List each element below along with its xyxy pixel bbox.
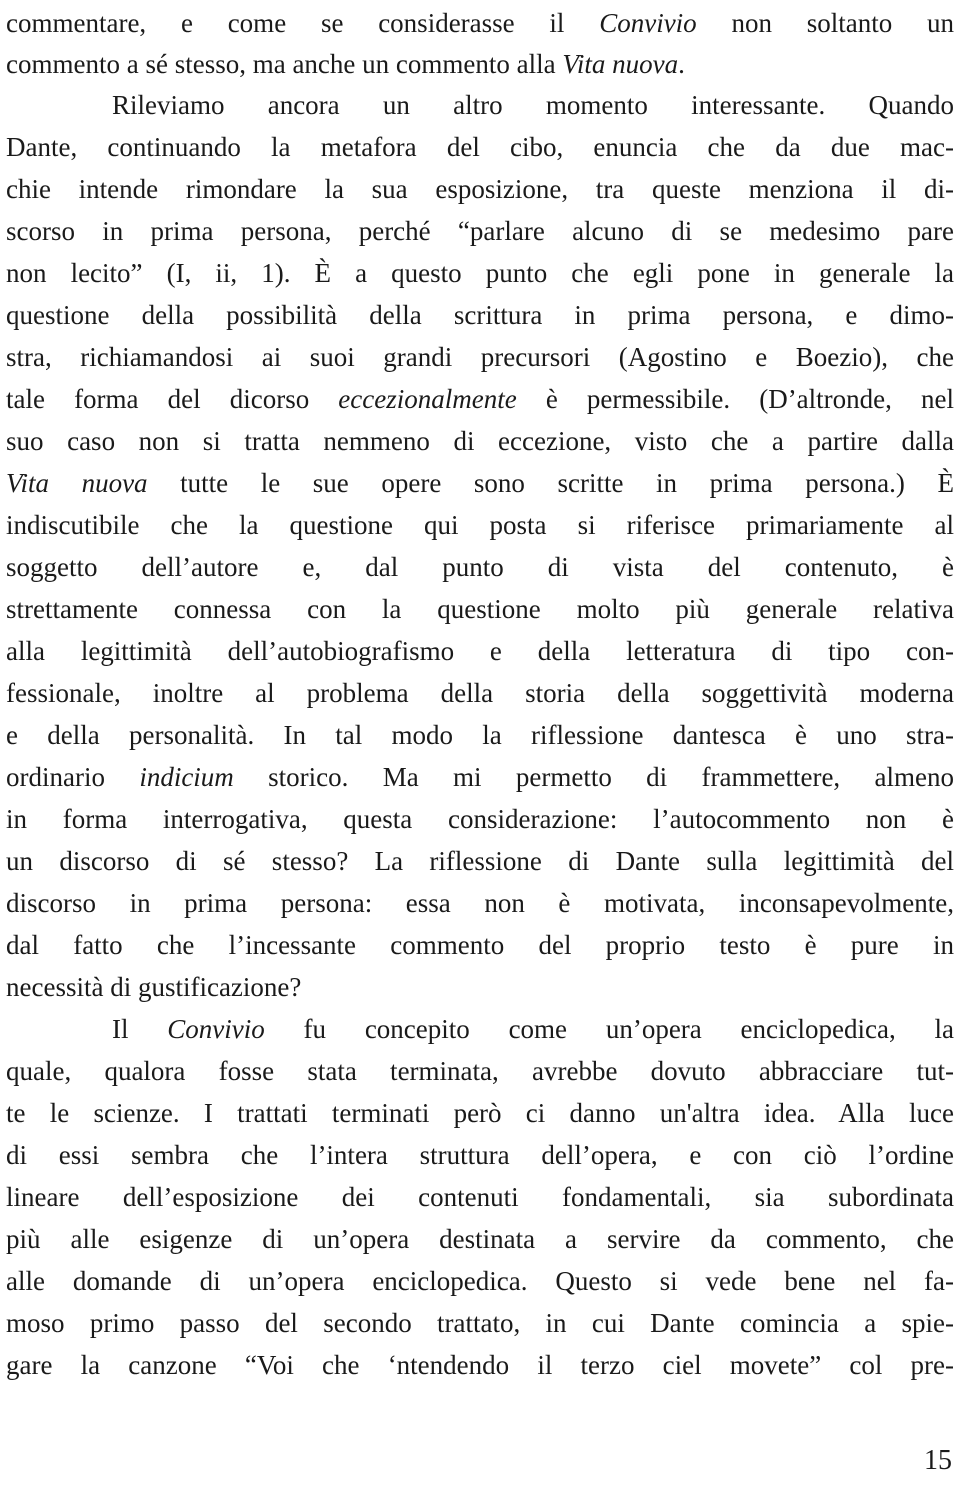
text-run: alla legittimità dell’autobiografismo e della letteratura di tipo con- bbox=[6, 636, 954, 666]
text-run: chie intende rimondare la sua esposizione, tra queste menziona il di- bbox=[6, 174, 954, 204]
text-line bbox=[6, 1302, 954, 1344]
text-line bbox=[6, 966, 954, 1008]
text-line bbox=[6, 252, 954, 294]
text-run: stra, richiamandosi ai suoi grandi precursori (Agostino e Boezio), che bbox=[6, 342, 954, 372]
text-run: Dante, continuando la metafora del cibo, enuncia che da due mac- bbox=[6, 132, 954, 162]
text-run: non soltanto un bbox=[696, 8, 954, 38]
text-line bbox=[6, 1092, 954, 1134]
text-run: tale forma del dicorso bbox=[6, 384, 339, 414]
text-run: non lecito” (I, ii, 1). È a questo punto che egli pone in generale la bbox=[6, 258, 954, 288]
text-run: è permessibile. (D’altronde, nel bbox=[516, 384, 954, 414]
text-line bbox=[6, 882, 954, 924]
text-line bbox=[6, 1218, 954, 1260]
text-line bbox=[6, 168, 954, 210]
text-line bbox=[6, 1176, 954, 1218]
page-number: 15 bbox=[924, 1445, 952, 1476]
text-line bbox=[6, 126, 954, 168]
text-run: questione della possibilità della scrittura in prima persona, e dimo- bbox=[6, 300, 954, 330]
text-line bbox=[6, 1008, 954, 1050]
text-run: strettamente connessa con la questione molto più generale relativa bbox=[6, 594, 954, 624]
text-line bbox=[6, 1050, 954, 1092]
text-line bbox=[6, 378, 954, 420]
text-line bbox=[6, 714, 954, 756]
text-run: commento a sé stesso, ma anche un commento alla bbox=[6, 49, 563, 79]
text-run: tutte le sue opere sono scritte in prima persona.) È bbox=[147, 468, 954, 498]
text-line bbox=[6, 1344, 954, 1386]
italic-text: Convivio bbox=[599, 8, 697, 38]
text-line bbox=[6, 1260, 954, 1302]
text-line bbox=[6, 294, 954, 336]
text-run: moso primo passo del secondo trattato, in cui Dante comincia a spie- bbox=[6, 1308, 954, 1338]
text-run: alle domande di un’opera enciclopedica. Questo si vede bene nel fa- bbox=[6, 1266, 954, 1296]
text-run: lineare dell’esposizione dei contenuti fondamentali, sia subordinata bbox=[6, 1182, 954, 1212]
text-run: quale, qualora fosse stata terminata, avrebbe dovuto abbracciare tut- bbox=[6, 1056, 954, 1086]
text-line bbox=[6, 630, 954, 672]
italic-text: Vita nuova bbox=[562, 49, 679, 79]
text-run: soggetto dell’autore e, dal punto di vista del contenuto, è bbox=[6, 552, 954, 582]
text-run: fu concepito come un’opera enciclopedica, la bbox=[264, 1014, 954, 1044]
italic-text: Vita nuova bbox=[6, 468, 148, 498]
text-run: necessità di gustificazione? bbox=[6, 972, 302, 1002]
text-line bbox=[6, 840, 954, 882]
text-run: commentare, e come se considerasse il bbox=[6, 8, 600, 38]
text-line bbox=[6, 924, 954, 966]
text-line bbox=[6, 504, 954, 546]
text-run: scorso in prima persona, perché “parlare alcuno di se medesimo pare bbox=[6, 216, 954, 246]
text-run: un discorso di sé stesso? La riflessione di Dante sulla legittimità del bbox=[6, 846, 954, 876]
text-line bbox=[6, 588, 954, 630]
text-run: gare la canzone “Voi che ‘ntendendo il terzo ciel movete” col pre- bbox=[6, 1350, 954, 1380]
text-line bbox=[6, 84, 954, 126]
text-run: più alle esigenze di un’opera destinata a servire da commento, che bbox=[6, 1224, 954, 1254]
text-run: discorso in prima persona: essa non è motivata, inconsapevolmente, bbox=[6, 888, 954, 918]
text-run: in forma interrogativa, questa considerazione: l’autocommento non è bbox=[6, 804, 954, 834]
text-line bbox=[6, 672, 954, 714]
text-run: Il bbox=[112, 1014, 168, 1044]
text-run: dal fatto che l’incessante commento del proprio testo è pure in bbox=[6, 930, 954, 960]
italic-text: indicium bbox=[139, 762, 234, 792]
text-line bbox=[6, 43, 954, 85]
text-run: suo caso non si tratta nemmeno di eccezione, visto che a partire dalla bbox=[6, 426, 954, 456]
text-line bbox=[6, 336, 954, 378]
text-line bbox=[6, 2, 954, 44]
text-line bbox=[6, 1134, 954, 1176]
text-line bbox=[6, 462, 954, 504]
italic-text: eccezionalmente bbox=[338, 384, 517, 414]
text-run: Rileviamo ancora un altro momento interessante. Quando bbox=[112, 90, 954, 120]
text-line bbox=[6, 756, 954, 798]
text-run: indiscutibile che la questione qui posta si riferisce primariamente al bbox=[6, 510, 954, 540]
text-run: . bbox=[678, 49, 685, 79]
text-run: di essi sembra che l’intera struttura dell’opera, e con ciò l’ordine bbox=[6, 1140, 954, 1170]
text-run: ordinario bbox=[6, 762, 140, 792]
text-line bbox=[6, 420, 954, 462]
text-run: fessionale, inoltre al problema della storia della soggettività moderna bbox=[6, 678, 954, 708]
text-run: e della personalità. In tal modo la riflessione dantesca è uno stra- bbox=[6, 720, 954, 750]
text-run: te le scienze. I trattati terminati però ci danno un'altra idea. Alla luce bbox=[6, 1098, 954, 1128]
text-line bbox=[6, 798, 954, 840]
text-line bbox=[6, 546, 954, 588]
text-run: storico. Ma mi permetto di frammettere, almeno bbox=[233, 762, 954, 792]
italic-text: Convivio bbox=[167, 1014, 265, 1044]
text-line bbox=[6, 210, 954, 252]
